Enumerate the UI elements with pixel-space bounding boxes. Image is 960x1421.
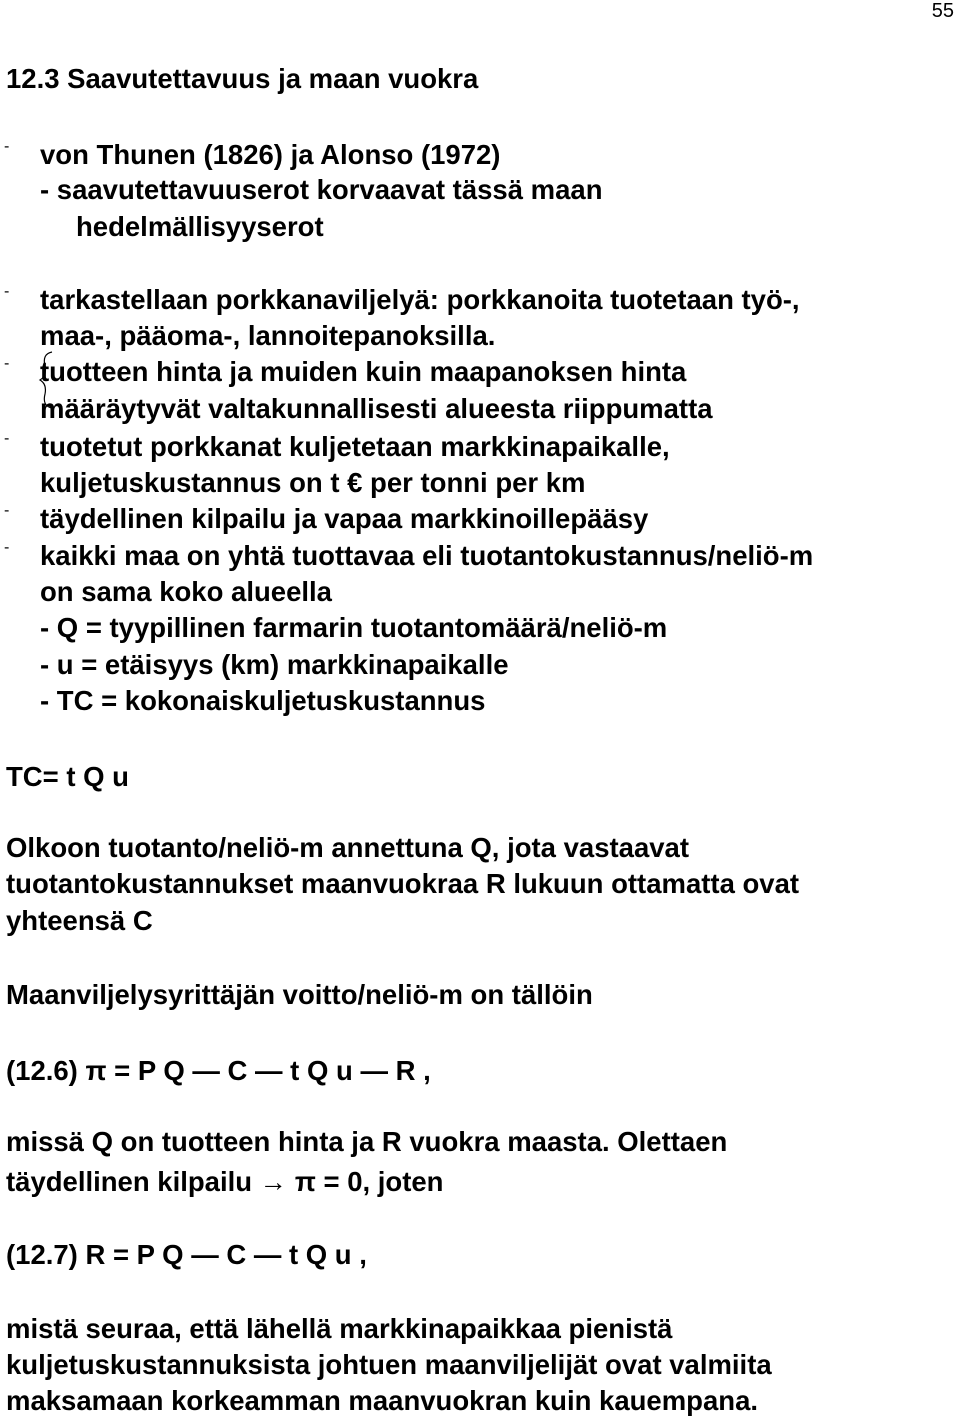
bullet-dash: -	[4, 430, 10, 447]
sub-bullet-q: - Q = tyypillinen farmarin tuotantomäärä/neliö-m	[40, 612, 668, 643]
bullet-land-productivity-cont: on sama koko alueella	[40, 576, 332, 607]
bullet-authors: von Thunen (1826) ja Alonso (1972)	[40, 139, 501, 170]
section-heading: 12.3 Saavutettavuus ja maan vuokra	[6, 63, 479, 94]
sub-bullet-u: - u = etäisyys (km) markkinapaikalle	[40, 649, 509, 680]
bullet-transport: tuotetut porkkanat kuljetetaan markkinapaikalle,	[40, 431, 670, 462]
bullet-transport-cost: kuljetuskustannus on t € per tonni per km	[40, 467, 586, 498]
formula-tc: TC= t Q u	[6, 761, 129, 792]
bullet-dash: -	[4, 502, 10, 519]
paragraph-line: Maanviljelysyrittäjän voitto/neliö-m on tällöin	[6, 979, 593, 1010]
paragraph-line: mistä seuraa, että lähellä markkinapaikkaa pienistä	[6, 1313, 673, 1344]
bullet-prices-cont: määräytyvät valtakunnallisesti alueesta riippumatta	[40, 393, 713, 424]
paragraph-line: yhteensä C	[6, 905, 153, 936]
bullet-dash: -	[4, 283, 10, 300]
sub-bullet-tc: - TC = kokonaiskuljetuskustannus	[40, 685, 486, 716]
bullet-land-productivity: kaikki maa on yhtä tuottavaa eli tuotantokustannus/neliö-m	[40, 540, 814, 571]
bullet-dash: -	[4, 138, 10, 155]
bullet-carrot-farming-cont: maa-, pääoma-, lannoitepanoksilla.	[40, 320, 496, 351]
bullet-dash: -	[4, 539, 10, 556]
sub-bullet-accessibility-cont: hedelmällisyyserot	[76, 211, 324, 242]
paragraph-line: kuljetuskustannuksista johtuen maanviljelijät ovat valmiita	[6, 1349, 772, 1380]
bullet-dash: -	[4, 355, 10, 372]
paragraph-line: Olkoon tuotanto/neliö-m annettuna Q, jota vastaavat	[6, 832, 689, 863]
bullet-prices: tuotteen hinta ja muiden kuin maapanoksen hinta	[40, 356, 687, 387]
sub-bullet-accessibility: - saavutettavuuserot korvaavat tässä maan	[40, 174, 603, 205]
bullet-competition: täydellinen kilpailu ja vapaa markkinoillepääsy	[40, 503, 649, 534]
paragraph-line: missä Q on tuotteen hinta ja R vuokra maasta. Olettaen	[6, 1126, 728, 1157]
equation-12-6: (12.6) π = P Q — C — t Q u — R ,	[6, 1055, 431, 1086]
paragraph-line: maksamaan korkeamman maanvuokran kuin kauempana.	[6, 1385, 759, 1416]
equation-12-7: (12.7) R = P Q — C — t Q u ,	[6, 1239, 367, 1270]
paragraph-line: tuotantokustannukset maanvuokraa R lukuun ottamatta ovat	[6, 868, 800, 899]
page-number: 55	[931, 0, 954, 22]
paragraph-line: täydellinen kilpailu → π = 0, joten	[6, 1166, 444, 1197]
bullet-carrot-farming: tarkastellaan porkkanaviljelyä: porkkanoita tuotetaan työ-,	[40, 284, 800, 315]
